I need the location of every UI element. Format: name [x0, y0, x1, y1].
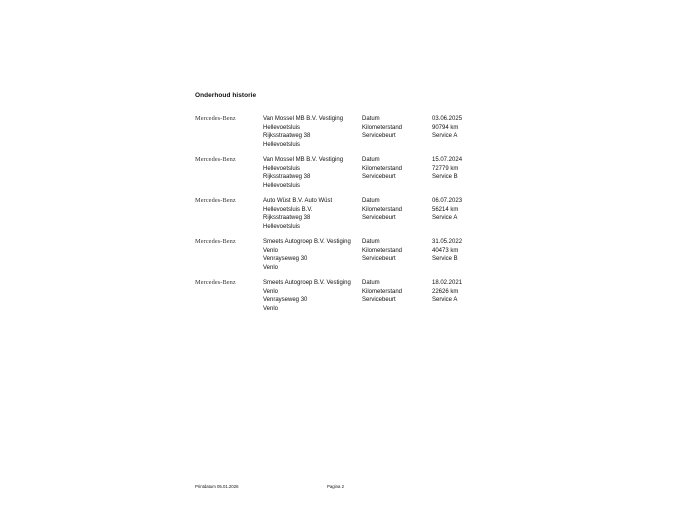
dealer-street: Venrayseweg 30 — [263, 256, 308, 262]
service-entry — [195, 197, 485, 235]
field-labels — [362, 279, 428, 305]
mileage-label: Kilometerstand — [362, 165, 403, 172]
mercedes-benz-logo: Mercedes-Benz — [195, 279, 236, 286]
page-title: Onderhoud historie — [195, 92, 257, 99]
service-value: Service B — [432, 174, 458, 180]
dealer-line2: Hellevoetsluis — [263, 165, 301, 172]
dealer-line2: Venlo — [263, 288, 279, 295]
mileage-value: 56214 km — [432, 206, 459, 213]
mileage-value: 90794 km — [432, 124, 459, 131]
mileage-label: Kilometerstand — [362, 206, 403, 213]
service-entry — [195, 279, 485, 317]
dealer-address — [263, 115, 361, 149]
page-number: Pagina 2 — [327, 484, 344, 489]
mercedes-benz-logo: Mercedes-Benz — [195, 197, 236, 204]
mercedes-benz-logo: Mercedes-Benz — [195, 115, 236, 122]
field-labels — [362, 197, 428, 223]
dealer-name: Smeets Autogroep B.V. Vestiging — [263, 239, 351, 245]
date-value: 06.07.2023 — [432, 198, 463, 204]
print-date: Printdatum 05.01.2026 — [195, 484, 239, 489]
dealer-line2: Venlo — [263, 247, 279, 254]
dealer-name: Van Mossel MB B.V. Vestiging — [263, 157, 344, 163]
dealer-city: Venlo — [263, 264, 279, 271]
dealer-street: Venrayseweg 30 — [263, 297, 308, 303]
dealer-name: Smeets Autogroep B.V. Vestiging — [263, 280, 351, 286]
service-value: Service B — [432, 256, 458, 262]
dealer-line2: Hellevoetsluis B.V. — [263, 206, 313, 213]
dealer-city: Hellevoetsluis — [263, 223, 301, 230]
date-label: Datum — [362, 280, 380, 286]
date-label: Datum — [362, 116, 380, 122]
service-entry — [195, 238, 485, 276]
field-values — [432, 115, 482, 141]
dealer-name: Van Mossel MB B.V. Vestiging — [263, 116, 344, 122]
date-label: Datum — [362, 239, 380, 245]
service-entry — [195, 156, 485, 194]
dealer-address — [263, 238, 361, 272]
date-value: 18.02.2021 — [432, 280, 463, 286]
mileage-value: 40473 km — [432, 247, 459, 254]
mileage-label: Kilometerstand — [362, 247, 403, 254]
field-values — [432, 156, 482, 182]
date-value: 03.06.2025 — [432, 116, 463, 122]
dealer-street: Rijksstraatweg 38 — [263, 133, 311, 139]
field-values — [432, 279, 482, 305]
service-label: Servicebeurt — [362, 297, 396, 303]
field-labels — [362, 238, 428, 264]
service-label: Servicebeurt — [362, 133, 396, 139]
service-entry — [195, 115, 485, 153]
service-value: Service A — [432, 215, 458, 221]
date-value: 15.07.2024 — [432, 157, 463, 163]
service-label: Servicebeurt — [362, 174, 396, 180]
service-value: Service A — [432, 297, 458, 303]
dealer-address — [263, 279, 361, 313]
dealer-street: Rijksstraatweg 38 — [263, 174, 311, 180]
mileage-value: 72779 km — [432, 165, 459, 172]
dealer-street: Rijksstraatweg 38 — [263, 215, 311, 221]
mileage-label: Kilometerstand — [362, 124, 403, 131]
field-labels — [362, 115, 428, 141]
dealer-address — [263, 197, 361, 231]
field-labels — [362, 156, 428, 182]
date-label: Datum — [362, 157, 380, 163]
mercedes-benz-logo: Mercedes-Benz — [195, 156, 236, 163]
date-label: Datum — [362, 198, 380, 204]
dealer-name: Auto Wüst B.V. Auto Wüst — [263, 198, 333, 204]
mileage-value: 22626 km — [432, 288, 459, 295]
date-value: 31.05.2022 — [432, 239, 463, 245]
mileage-label: Kilometerstand — [362, 288, 403, 295]
service-value: Service A — [432, 133, 458, 139]
service-label: Servicebeurt — [362, 256, 396, 262]
field-values — [432, 238, 482, 264]
service-label: Servicebeurt — [362, 215, 396, 221]
dealer-address — [263, 156, 361, 190]
mercedes-benz-logo: Mercedes-Benz — [195, 238, 236, 245]
dealer-city: Hellevoetsluis — [263, 182, 301, 189]
dealer-line2: Hellevoetsluis — [263, 124, 301, 131]
dealer-city: Venlo — [263, 305, 279, 312]
field-values — [432, 197, 482, 223]
dealer-city: Hellevoetsluis — [263, 141, 301, 148]
